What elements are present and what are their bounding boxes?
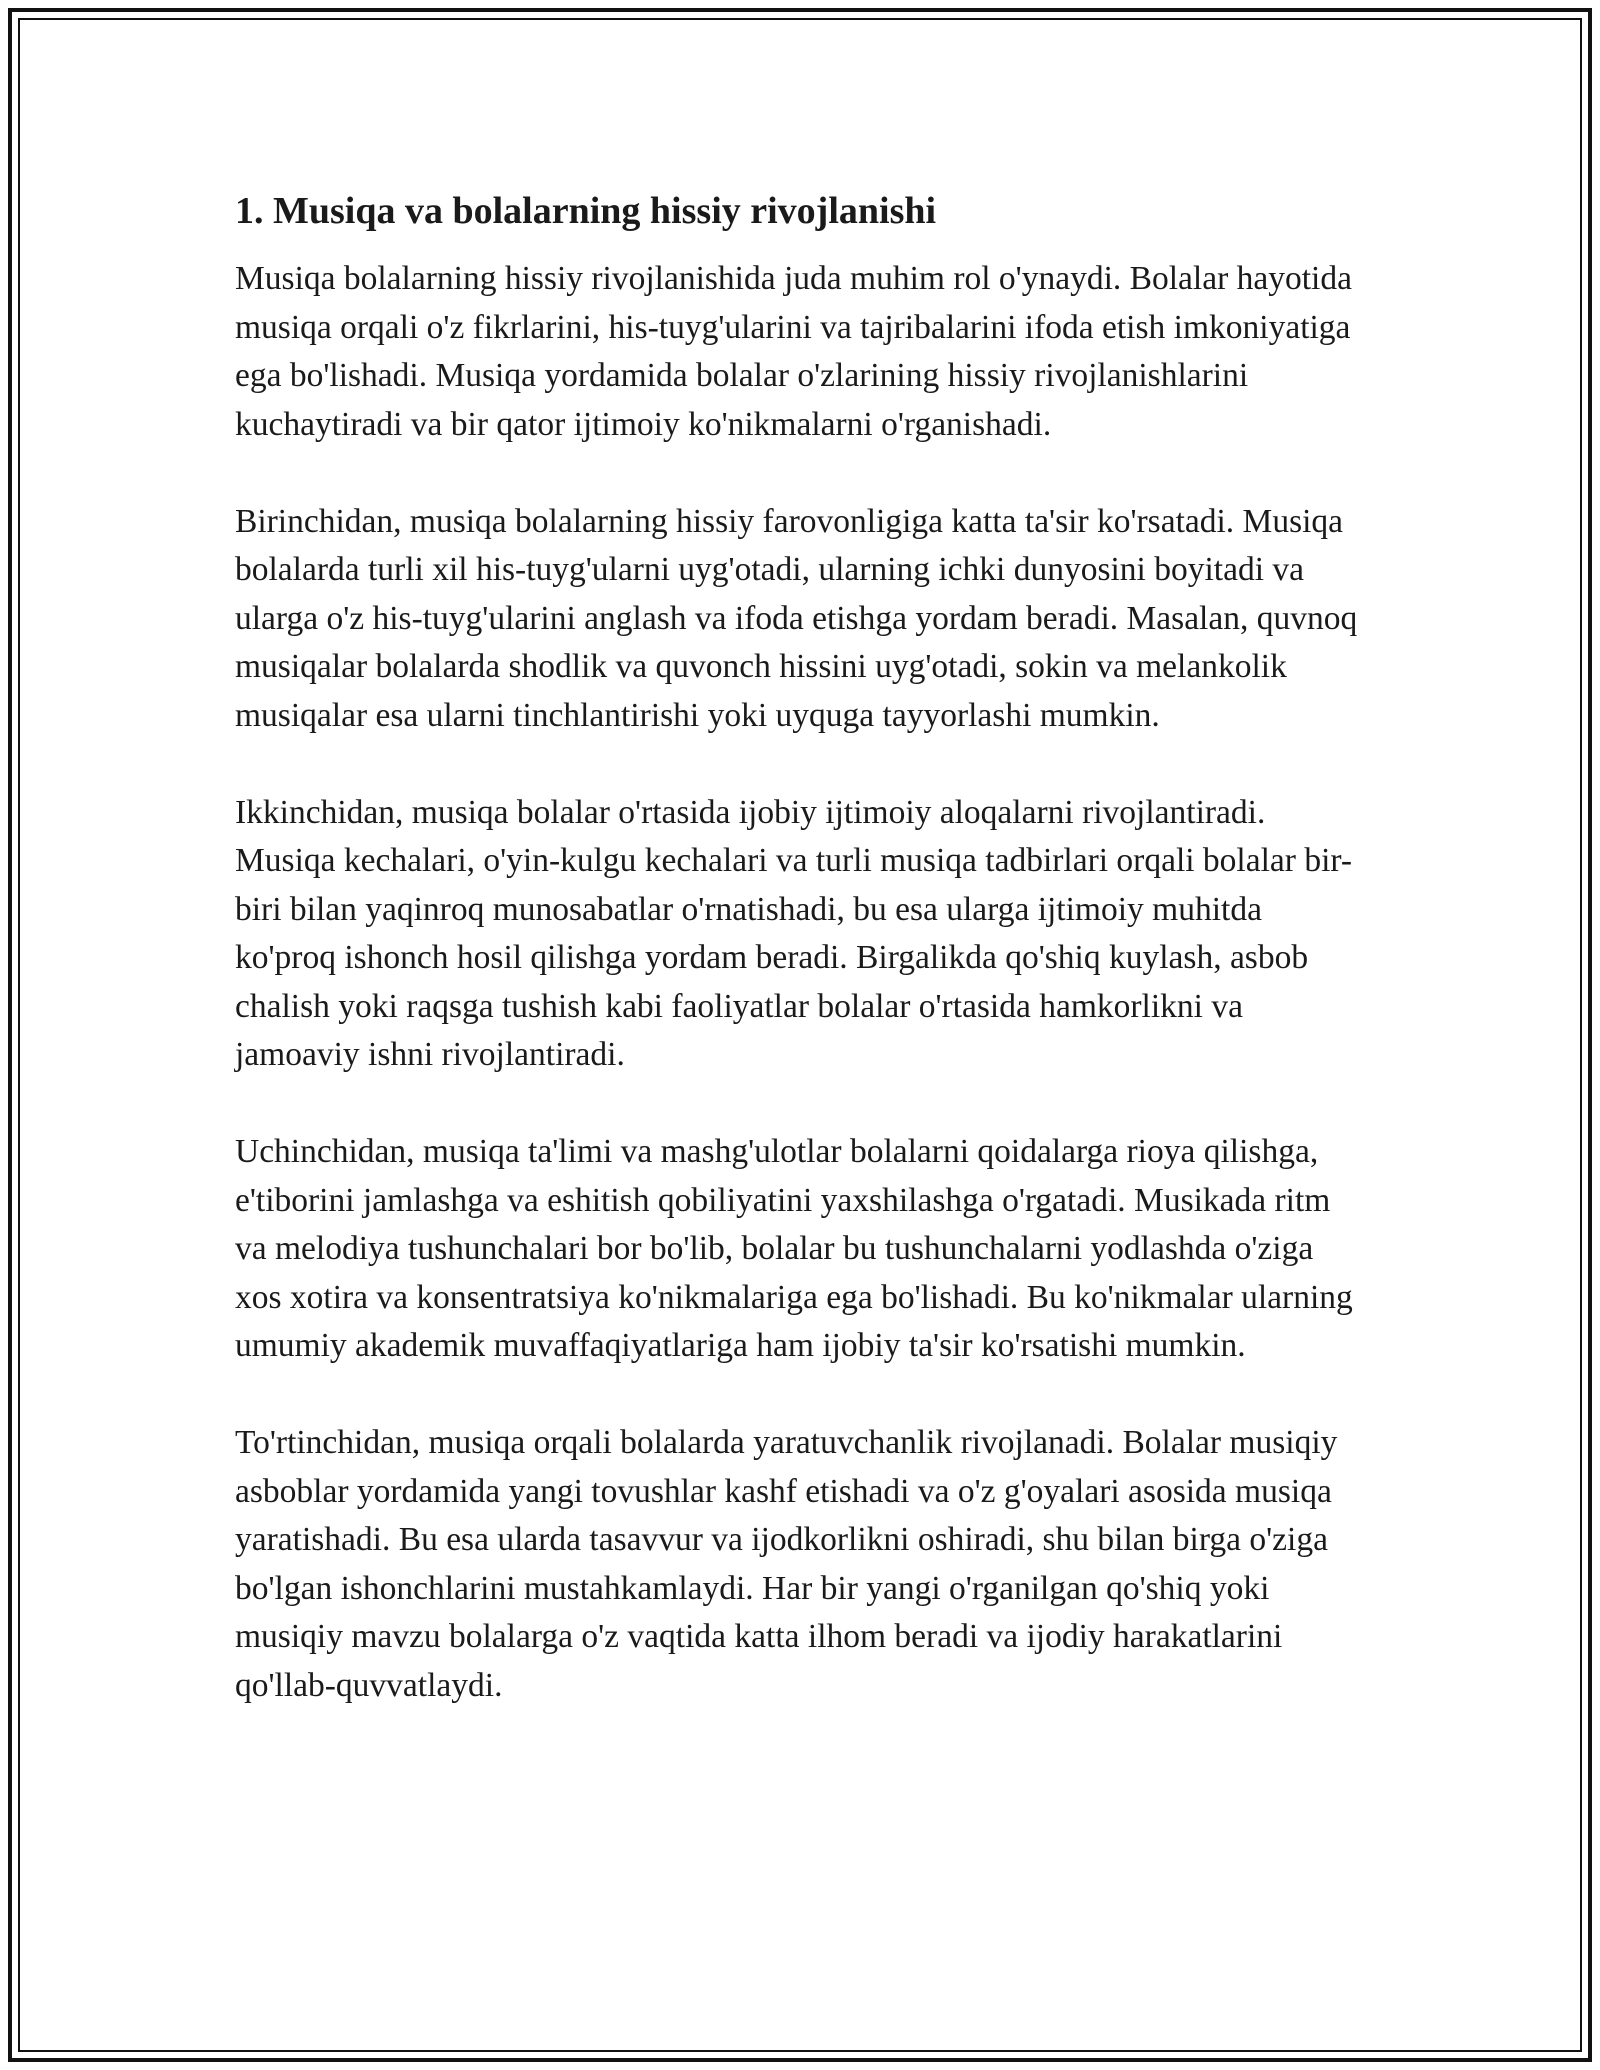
section-heading: 1. Musiqa va bolalarning hissiy rivojlanishi: [235, 190, 937, 232]
paragraph-first: Birinchidan, musiqa bolalarning hissiy farovonligiga katta ta'sir ko'rsatadi. Musiqa bolalarda turli xil his-tuyg'ularni uyg'otadi, ularning ichki dunyosini boyitadi va ularga o'z his-tuyg'ularini anglash va ifoda etishga yordam beradi. Masalan, quvnoq musiqalar bolalarda shodlik va quvonch hissini uyg'otadi, sokin va melankolik musiqalar esa ularni tinchlantirishi yoki uyquga tayyorlashi mumkin.: [235, 502, 1358, 734]
paragraph-intro: Musiqa bolalarning hissiy rivojlanishida juda muhim rol o'ynaydi. Bolalar hayotida musiqa orqali o'z fikrlarini, his-tuyg'ularini va tajribalarini ifoda etish imkoniyatiga ega bo'lishadi. Musiqa yordamida bolalar o'zlarining hissiy rivojlanishlarini kuchaytiradi va bir qator ijtimoiy ko'nikmalarni o'rganishadi.: [235, 260, 1352, 443]
document-body: [235, 185, 1365, 1759]
paragraph-second: Ikkinchidan, musiqa bolalar o'rtasida ijobiy ijtimoiy aloqalarni rivojlantiradi. Musiqa kechalari, o'yin-kulgu kechalari va turli musiqa tadbirlari orqali bolalar bir-biri bilan yaqinroq munosabatlar o'rnatishadi, bu esa ularga ijtimoiy muhitda ko'proq ishonch hosil qilishga yordam beradi. Birgalikda qo'shiq kuylash, asbob chalish yoki raqsga tushish kabi faoliyatlar bolalar o'rtasida hamkorlikni va jamoaviy ishni rivojlantiradi.: [235, 793, 1353, 1073]
paragraph-fourth: To'rtinchidan, musiqa orqali bolalarda yaratuvchanlik rivojlanadi. Bolalar musiqiy asboblar yordamida yangi tovushlar kashf etishadi va o'z g'oyalari asosida musiqa yaratishadi. Bu esa ularda tasavvur va ijodkorlikni oshiradi, shu bilan birga o'ziga bo'lgan ishonchlarini mustahkamlaydi. Har bir yangi o'rganilgan qo'shiq yoki musiqiy mavzu bolalarga o'z vaqtida katta ilhom beradi va ijodiy harakatlarini qo'llab-quvvatlaydi.: [235, 1424, 1338, 1704]
paragraph-third: Uchinchidan, musiqa ta'limi va mashg'ulotlar bolalarni qoidalarga rioya qilishga, e'tiborini jamlashga va eshitish qobiliyatini yaxshilashga o'rgatadi. Musikada ritm va melodiya tushunchalari bor bo'lib, bolalar bu tushunchalarni yodlashda o'ziga xos xotira va konsentratsiya ko'nikmalariga ega bo'lishadi. Bu ko'nikmalar ularning umumiy akademik muvaffaqiyatlariga ham ijobiy ta'sir ko'rsatishi mumkin.: [235, 1133, 1353, 1364]
